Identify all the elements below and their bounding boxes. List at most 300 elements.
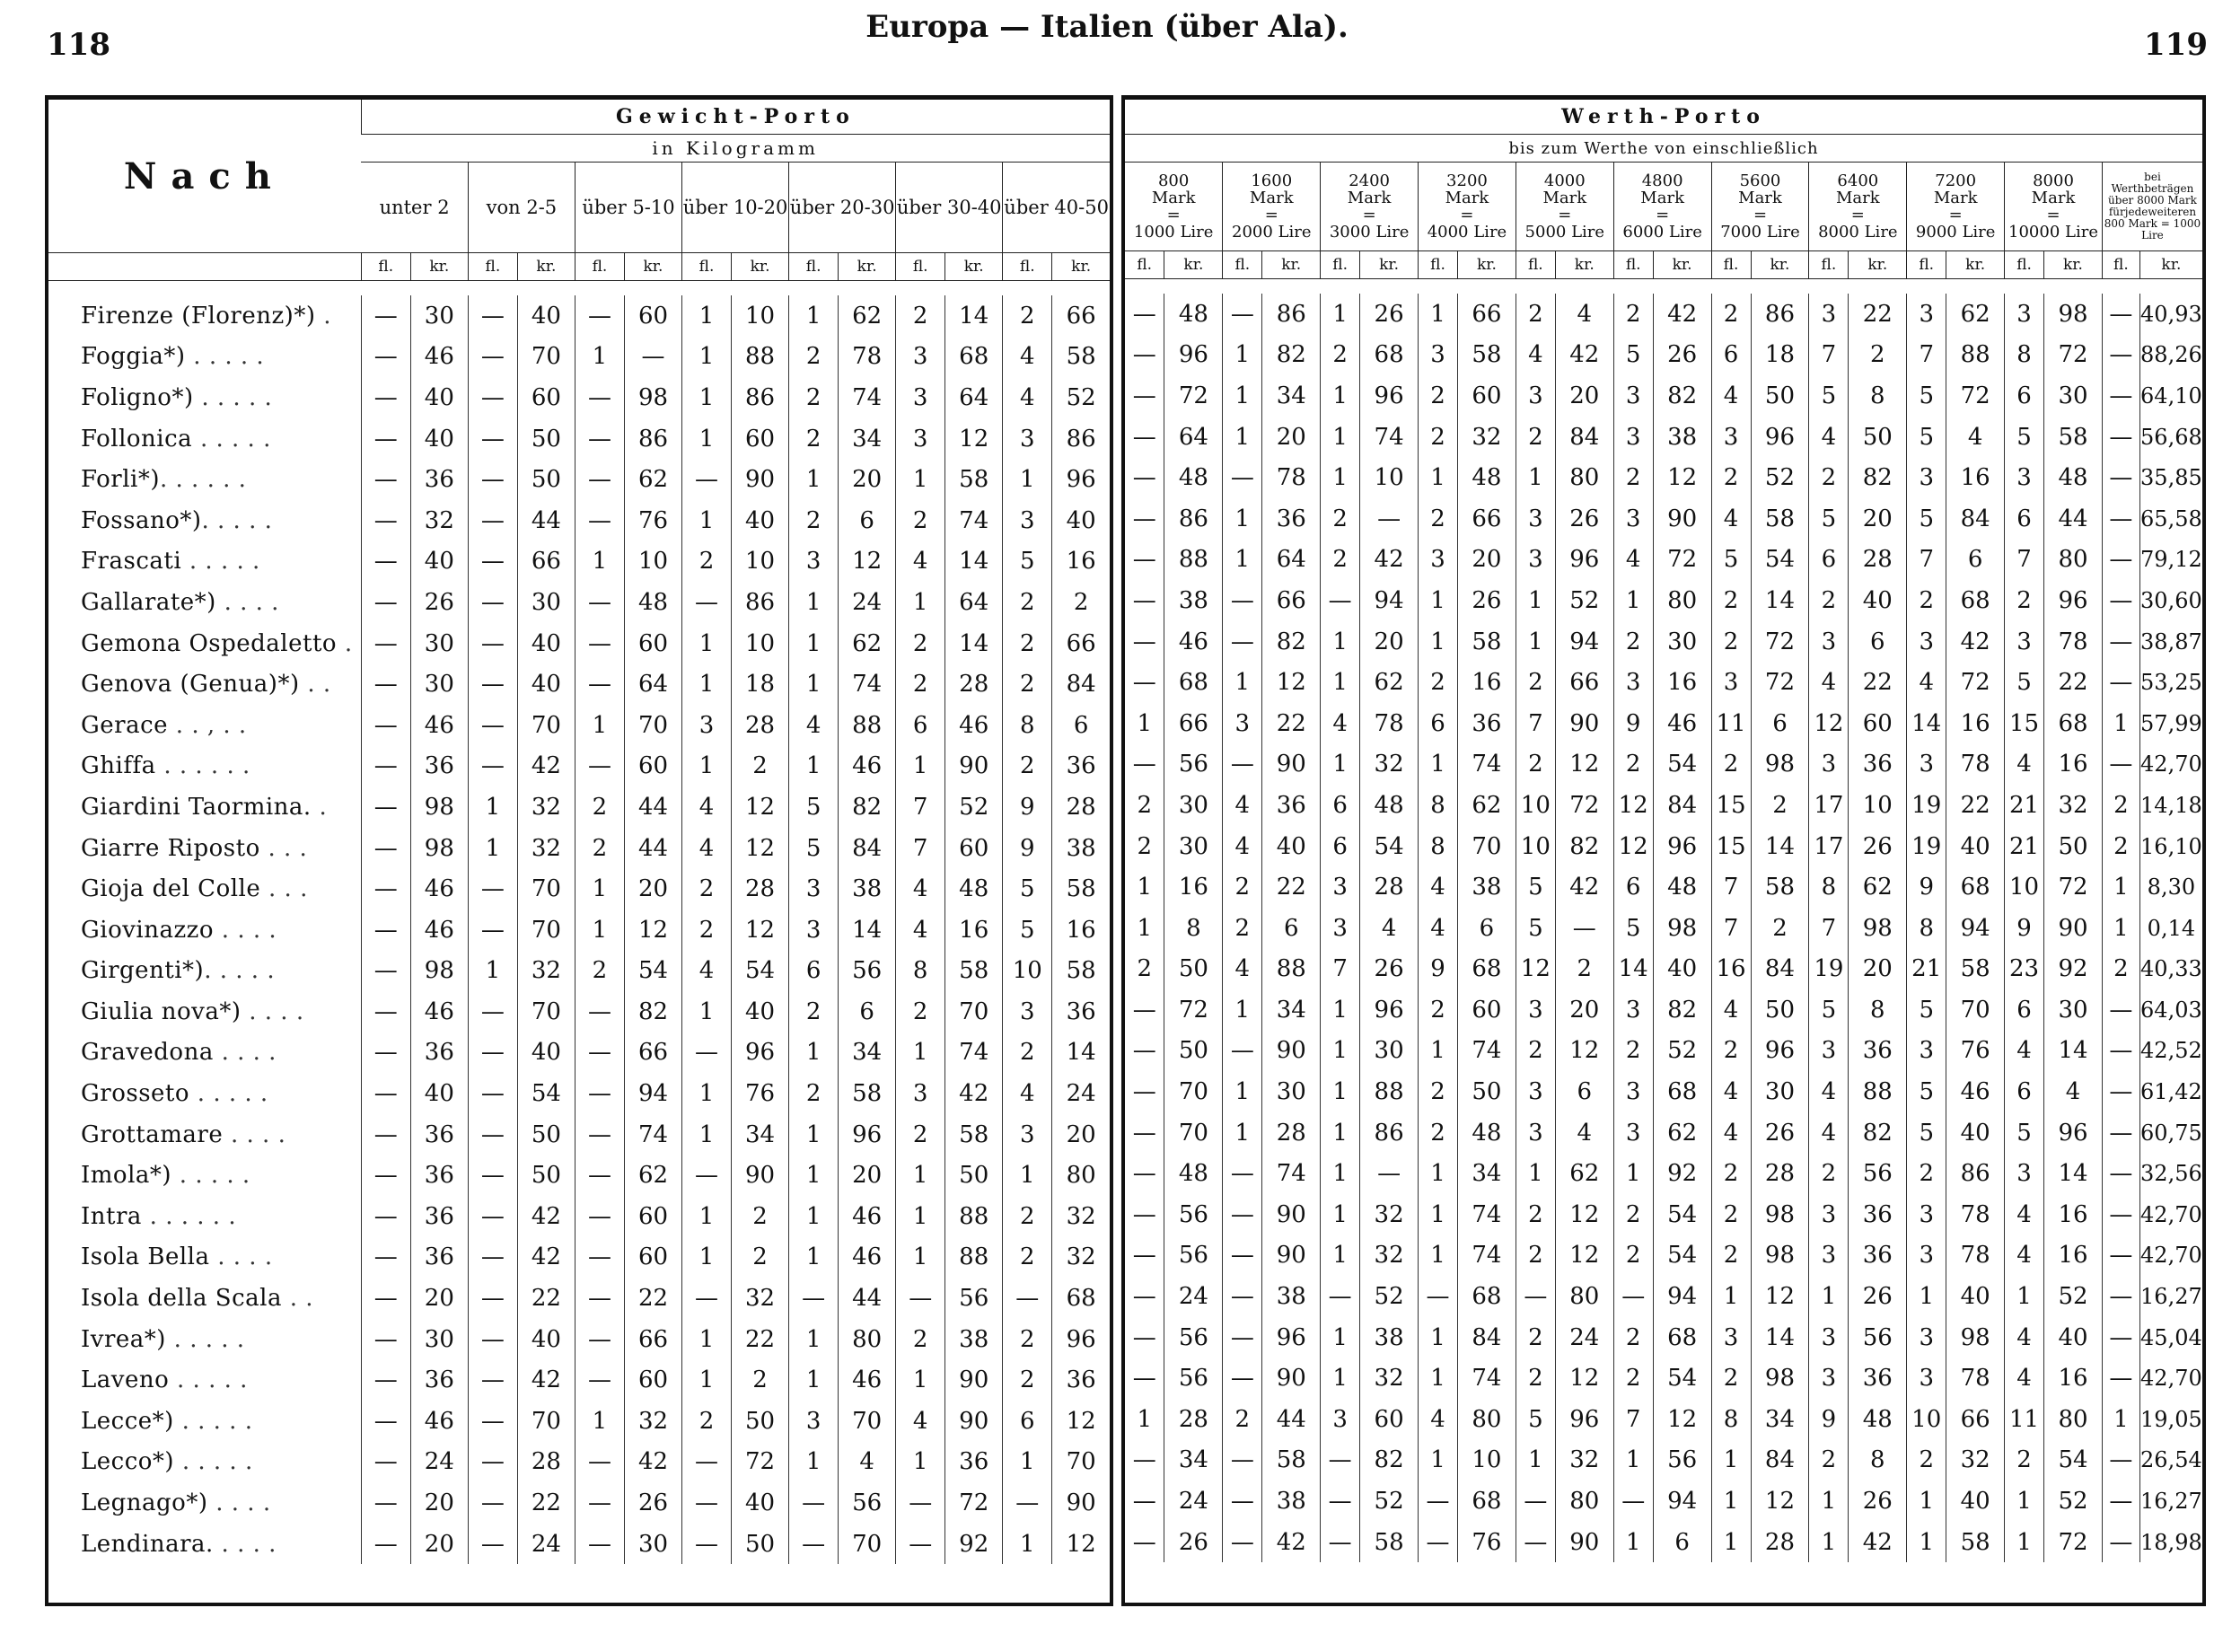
weight-kr-cell: 42 <box>517 1196 575 1237</box>
table-row <box>48 1359 1110 1401</box>
value-kr-cell: 32 <box>1360 744 1419 786</box>
weight-kr-cell: 58 <box>1052 337 1110 378</box>
unit-kr: kr. <box>1555 251 1613 279</box>
value-kr-cell: 58 <box>1946 949 2005 990</box>
value-kr-cell: 34 <box>1262 989 1321 1031</box>
value-fl-cell: 1 <box>1419 744 1458 786</box>
weight-bracket-header: über 40-50 <box>1003 163 1110 253</box>
value-kr-cell: 38,87 <box>2139 621 2202 663</box>
weight-fl-cell: — <box>361 868 410 909</box>
value-fl-cell: 8 <box>1907 908 1946 949</box>
value-kr-cell: 56 <box>1849 1153 1907 1194</box>
value-kr-cell: 14 <box>2044 1031 2103 1072</box>
value-fl-cell: 3 <box>1809 1317 1849 1358</box>
weight-fl-cell: 2 <box>789 991 839 1032</box>
value-kr-cell: 96 <box>1262 1317 1321 1358</box>
value-kr-cell: 86 <box>1751 294 1809 335</box>
value-bracket-mark: 7200 <box>1935 171 1977 190</box>
weight-fl-cell: — <box>575 1319 624 1360</box>
value-kr-cell: 48 <box>1457 1112 1516 1154</box>
place-name: Girgenti*) <box>81 957 205 985</box>
value-kr-cell: 56 <box>1849 1317 1907 1358</box>
weight-fl-cell: 1 <box>896 1237 945 1279</box>
value-fl-cell: 15 <box>1711 785 1751 826</box>
weight-kr-cell: 84 <box>1052 663 1110 705</box>
value-fl-cell: — <box>1132 1323 1156 1351</box>
value-fl-cell: 2 <box>1419 662 1458 703</box>
weight-kr-cell: 70 <box>517 1401 575 1442</box>
value-kr-cell: 82 <box>1262 621 1321 663</box>
value-bracket-mark: 4800 <box>1641 171 1683 190</box>
value-fl-cell: 5 <box>1613 908 1653 949</box>
dot-leaders: . . . . . <box>192 425 271 453</box>
value-fl-cell: 1 <box>1223 498 1262 540</box>
value-fl-cell: 1 <box>2005 1481 2044 1522</box>
value-kr-cell: 68 <box>1946 866 2005 908</box>
weight-kr-cell: 20 <box>410 1482 468 1524</box>
value-kr-cell: 58 <box>1262 1440 1321 1481</box>
weight-fl-cell: — <box>896 1524 945 1565</box>
value-fl-cell: 4 <box>1223 785 1262 826</box>
dot-leaders: . . . . <box>214 916 277 944</box>
value-fl-cell: 5 <box>1907 417 1946 458</box>
place-cell <box>48 1196 361 1237</box>
value-fl-cell: — <box>1132 1160 1156 1188</box>
value-fl-cell: 2 <box>1711 744 1751 786</box>
value-fl-cell: — <box>1321 1276 1360 1317</box>
value-kr-cell: 36 <box>1849 1235 1907 1277</box>
value-kr-cell: 22 <box>1946 785 2005 826</box>
weight-fl-cell: — <box>468 1073 517 1114</box>
value-kr-cell: 90 <box>1555 703 1613 744</box>
weight-kr-cell: 20 <box>839 1155 896 1196</box>
table-row <box>48 663 1110 705</box>
weight-fl-cell: 1 <box>468 951 517 992</box>
table-row <box>1125 1440 2202 1481</box>
value-kr-cell: 94 <box>1946 908 2005 949</box>
value-fl-cell: 1 <box>1223 375 1262 417</box>
value-kr-cell: 88 <box>1946 335 2005 376</box>
place-name: Foligno*) <box>81 383 194 411</box>
weight-fl-cell: — <box>361 991 410 1032</box>
weight-fl-cell: 1 <box>789 1237 839 1279</box>
weight-kr-cell: 12 <box>732 786 789 828</box>
value-fl-cell: — <box>1223 1358 1262 1399</box>
value-kr-cell: 72 <box>2044 1522 2103 1563</box>
weight-kr-cell: 46 <box>839 1196 896 1237</box>
value-postage-title: Werth-Porto <box>1125 100 2202 135</box>
value-kr-cell: 34 <box>1457 1153 1516 1194</box>
value-fl-cell: 4 <box>1907 662 1946 703</box>
place-name: Gemona Ospedaletto <box>81 629 338 657</box>
value-kr-cell: 82 <box>1849 457 1907 498</box>
value-kr-cell: 8 <box>1849 989 1907 1031</box>
weight-fl-cell: 5 <box>789 828 839 869</box>
weight-fl-cell: — <box>361 1032 410 1074</box>
value-fl-cell: 2 <box>1516 417 1555 458</box>
value-bracket-unit: Mark <box>1151 189 1196 207</box>
weight-fl-cell: — <box>575 1278 624 1319</box>
value-kr-cell: 42 <box>1360 540 1419 581</box>
weight-kr-cell: 6 <box>839 500 896 541</box>
value-fl-cell: 6 <box>1419 703 1458 744</box>
value-kr-cell: 16 <box>1457 662 1516 703</box>
dot-leaders: . . . . . <box>185 343 265 371</box>
value-kr-cell: 64 <box>1164 417 1223 458</box>
weight-kr-cell: 42 <box>517 1359 575 1401</box>
value-kr-cell: 30 <box>1164 785 1223 826</box>
weight-fl-cell: 3 <box>1003 418 1052 460</box>
value-fl-cell: 2 <box>2102 785 2139 826</box>
weight-fl-cell: — <box>682 1524 732 1565</box>
place-name: Firenze (Florenz)*) <box>81 302 316 330</box>
weight-fl-cell: — <box>468 705 517 746</box>
value-fl-cell: 1 <box>1137 709 1152 737</box>
weight-kr-cell: 48 <box>945 868 1003 909</box>
weight-bracket-header: über 30-40 <box>896 163 1003 253</box>
value-kr-cell: 80 <box>2044 1399 2103 1440</box>
value-kr-cell: 16 <box>1653 662 1711 703</box>
weight-kr-cell: 96 <box>839 1114 896 1156</box>
value-kr-cell: 50 <box>1751 989 1809 1031</box>
weight-fl-cell: — <box>789 1482 839 1524</box>
table-row <box>48 418 1110 460</box>
value-fl-cell: — <box>1132 546 1156 574</box>
value-fl-cell: — <box>1419 1276 1458 1317</box>
value-fl-cell: 6 <box>1613 866 1653 908</box>
value-fl-cell: 1 <box>1321 744 1360 786</box>
value-kr-cell: 12 <box>1555 1194 1613 1235</box>
unit-spacer <box>48 253 361 281</box>
weight-fl-cell: 1 <box>575 868 624 909</box>
weight-kr-cell: 74 <box>624 1114 681 1156</box>
weight-kr-cell: — <box>624 337 681 378</box>
table-row <box>1125 375 2202 417</box>
weight-kr-cell: 34 <box>839 1032 896 1074</box>
value-kr-cell: 72 <box>2044 866 2103 908</box>
value-kr-cell: 2 <box>1751 908 1809 949</box>
value-fl-cell: 3 <box>1809 1194 1849 1235</box>
weight-fl-cell: — <box>361 1319 410 1360</box>
weight-kr-cell: 46 <box>839 1359 896 1401</box>
dot-leaders: . . . . . <box>169 1366 248 1394</box>
value-kr-cell: 80 <box>1555 1276 1613 1317</box>
unit-kr: kr. <box>839 253 896 281</box>
weight-fl-cell: — <box>682 582 732 623</box>
value-fl-cell: 2 <box>1419 417 1458 458</box>
value-fl-cell: 3 <box>1516 498 1555 540</box>
value-kr-cell: 58 <box>1457 335 1516 376</box>
weight-fl-cell: — <box>575 1524 624 1565</box>
value-kr-cell: 26 <box>1360 294 1419 335</box>
value-kr-cell: 26 <box>1653 335 1711 376</box>
value-bracket-header <box>1809 163 1907 251</box>
value-fl-cell: 3 <box>1321 1399 1360 1440</box>
value-kr-cell: 72 <box>1653 540 1711 581</box>
value-fl-cell: 3 <box>1419 335 1458 376</box>
value-kr-cell: 46 <box>1164 621 1223 663</box>
value-kr-cell: 32 <box>1555 1440 1613 1481</box>
value-kr-cell: 90 <box>1262 1358 1321 1399</box>
weight-fl-cell: 4 <box>896 1401 945 1442</box>
value-kr-cell: 38 <box>1360 1317 1419 1358</box>
weight-fl-cell: — <box>468 337 517 378</box>
table-row <box>48 1032 1110 1074</box>
value-fl-cell: — <box>2102 540 2139 581</box>
weight-fl-cell: — <box>361 377 410 418</box>
value-fl-cell: 4 <box>2005 1358 2044 1399</box>
weight-fl-cell: — <box>575 500 624 541</box>
weight-kr-cell: 60 <box>624 1237 681 1279</box>
unit-fl: fl. <box>1223 251 1262 279</box>
table-row <box>48 1442 1110 1483</box>
weight-kr-cell: 36 <box>410 1155 468 1196</box>
value-bracket-header <box>1419 163 1516 251</box>
value-kr-cell: 54 <box>1751 540 1809 581</box>
value-kr-cell: 48 <box>1360 785 1419 826</box>
weight-fl-cell: — <box>575 1073 624 1114</box>
value-kr-cell: 88 <box>1849 1071 1907 1112</box>
weight-fl-cell: 1 <box>789 1155 839 1196</box>
weight-kr-cell: 36 <box>945 1442 1003 1483</box>
value-fl-cell: 9 <box>1907 866 1946 908</box>
value-bracket-eq: = <box>2046 206 2060 224</box>
value-kr-cell: 40 <box>1946 826 2005 867</box>
value-fl-cell: 6 <box>2005 989 2044 1031</box>
weight-kr-cell: 34 <box>839 418 896 460</box>
weight-kr-cell: 26 <box>410 582 468 623</box>
weight-fl-cell: 2 <box>575 951 624 992</box>
value-fl-cell: 1 <box>1321 375 1360 417</box>
value-fl-cell: 3 <box>1613 417 1653 458</box>
weight-kr-cell: 74 <box>945 1032 1003 1074</box>
value-kr-cell: 74 <box>1457 1031 1516 1072</box>
value-kr-cell: 82 <box>1653 989 1711 1031</box>
weight-fl-cell: 1 <box>682 663 732 705</box>
weight-kr-cell: 32 <box>517 786 575 828</box>
weight-kr-cell: 60 <box>624 295 681 337</box>
weight-fl-cell: 2 <box>896 295 945 337</box>
table-row <box>48 1524 1110 1565</box>
weight-fl-cell: 1 <box>682 746 732 787</box>
value-fl-cell: 12 <box>1809 703 1849 744</box>
value-fl-cell: 1 <box>1613 1522 1653 1563</box>
weight-fl-cell: 1 <box>896 1442 945 1483</box>
value-kr-cell: 94 <box>1653 1276 1711 1317</box>
weight-fl-cell: 1 <box>789 746 839 787</box>
value-fl-cell: 3 <box>2005 1153 2044 1194</box>
unit-fl: fl. <box>789 253 839 281</box>
value-fl-cell: 3 <box>1907 457 1946 498</box>
weight-kr-cell: 40 <box>517 1319 575 1360</box>
weight-fl-cell: — <box>575 623 624 664</box>
weight-fl-cell: — <box>575 1359 624 1401</box>
weight-kr-cell: 10 <box>732 623 789 664</box>
value-kr-cell: 45,04 <box>2139 1317 2202 1358</box>
value-bracket-mark: 5600 <box>1739 171 1781 190</box>
weight-fl-cell: 1 <box>1003 1155 1052 1196</box>
value-kr-cell: 14,18 <box>2139 785 2202 826</box>
weight-fl-cell: 1 <box>896 746 945 787</box>
value-fl-cell: — <box>1516 1276 1555 1317</box>
weight-fl-cell: 3 <box>1003 991 1052 1032</box>
weight-kr-cell: 64 <box>945 377 1003 418</box>
value-fl-cell: 1 <box>1613 1153 1653 1194</box>
weight-fl-cell: 7 <box>896 786 945 828</box>
table-row <box>1125 662 2202 703</box>
page-title: Europa — Italien (über Ala). <box>865 9 1349 45</box>
value-kr-cell: 42,70 <box>2139 1235 2202 1277</box>
weight-kr-cell: 36 <box>410 1196 468 1237</box>
weight-fl-cell: 4 <box>1003 337 1052 378</box>
value-kr-cell: 40 <box>1946 1276 2005 1317</box>
unit-kr: kr. <box>945 253 1003 281</box>
weight-kr-cell: 24 <box>1052 1073 1110 1114</box>
weight-fl-cell: 3 <box>896 337 945 378</box>
weight-kr-cell: 60 <box>624 623 681 664</box>
value-kr-cell: — <box>1360 1153 1419 1194</box>
value-bracket-unit: Mark <box>1249 189 1294 207</box>
unit-fl: fl. <box>468 253 517 281</box>
value-fl-cell: — <box>2102 989 2139 1031</box>
place-cell <box>48 868 361 909</box>
value-fl-cell: — <box>1223 457 1262 498</box>
value-fl-cell: 2 <box>2102 949 2139 990</box>
weight-fl-cell: 4 <box>682 786 732 828</box>
value-kr-cell: 66 <box>1457 294 1516 335</box>
dot-leaders: . . . . . <box>201 506 273 534</box>
value-kr-cell: 62 <box>1849 866 1907 908</box>
value-kr-cell: 54 <box>1653 1235 1711 1277</box>
weight-fl-cell: — <box>468 418 517 460</box>
weight-kr-cell: 22 <box>517 1482 575 1524</box>
table-row <box>1125 989 2202 1031</box>
weight-kr-cell: 60 <box>624 746 681 787</box>
value-kr-cell: 62 <box>1457 785 1516 826</box>
weight-fl-cell: 2 <box>896 991 945 1032</box>
table-row <box>1125 621 2202 663</box>
value-fl-cell: — <box>1132 1119 1156 1147</box>
value-fl-cell: 17 <box>1809 785 1849 826</box>
weight-fl-cell: 1 <box>468 786 517 828</box>
weight-kr-cell: 12 <box>624 909 681 951</box>
dot-leaders: . . . . <box>207 1489 271 1517</box>
value-fl-cell: 1 <box>1516 1153 1555 1194</box>
value-fl-cell: 3 <box>1809 621 1849 663</box>
weight-kr-cell: 54 <box>517 1073 575 1114</box>
weight-fl-cell: — <box>361 1155 410 1196</box>
place-cell <box>48 541 361 583</box>
value-bracket-mark: 4000 <box>1543 171 1586 190</box>
value-fl-cell: 2 <box>1516 1031 1555 1072</box>
value-fl-cell: 2 <box>1516 1317 1555 1358</box>
value-kr-cell: 90 <box>1262 1194 1321 1235</box>
value-kr-cell: 28 <box>1751 1522 1809 1563</box>
value-kr-cell: 80 <box>1457 1399 1516 1440</box>
weight-kr-cell: 52 <box>945 786 1003 828</box>
value-kr-cell: 52 <box>1653 1031 1711 1072</box>
weight-kr-cell: 14 <box>945 623 1003 664</box>
value-fl-cell: 2 <box>1613 1194 1653 1235</box>
value-kr-cell: 32 <box>1360 1194 1419 1235</box>
value-fl-cell: 5 <box>1907 989 1946 1031</box>
weight-fl-cell: 1 <box>682 377 732 418</box>
value-kr-cell: 54 <box>2044 1440 2103 1481</box>
weight-fl-cell: 2 <box>1003 1319 1052 1360</box>
value-bracket-mark: 8000 <box>2033 171 2074 190</box>
value-kr-cell: 32 <box>1457 417 1516 458</box>
weight-fl-cell: 1 <box>682 1237 732 1279</box>
value-fl-cell: 9 <box>1809 1399 1849 1440</box>
weight-fl-cell: — <box>361 500 410 541</box>
weight-fl-cell: 4 <box>1003 1073 1052 1114</box>
dot-leaders: . . . . . <box>189 1080 268 1108</box>
value-fl-cell: — <box>2102 1276 2139 1317</box>
weight-fl-cell: — <box>468 1359 517 1401</box>
weight-bracket-header: unter 2 <box>361 163 468 253</box>
value-fl-cell: 23 <box>2005 949 2044 990</box>
value-kr-cell: 16 <box>2044 744 2103 786</box>
weight-fl-cell: 10 <box>1003 951 1052 992</box>
table-row <box>48 1319 1110 1360</box>
value-fl-cell: 21 <box>2005 785 2044 826</box>
weight-kr-cell: 74 <box>839 663 896 705</box>
weight-fl-cell: 1 <box>789 1319 839 1360</box>
weight-fl-cell: 4 <box>896 868 945 909</box>
table-row <box>48 786 1110 828</box>
value-kr-cell: 38 <box>1653 417 1711 458</box>
place-cell <box>48 1155 361 1196</box>
unit-fl: fl. <box>1419 251 1458 279</box>
value-kr-cell: 74 <box>1457 1358 1516 1399</box>
value-fl-cell: 2 <box>1711 1153 1751 1194</box>
weight-kr-cell: 36 <box>1052 1359 1110 1401</box>
value-kr-cell: 52 <box>2044 1481 2103 1522</box>
weight-fl-cell: 8 <box>1003 705 1052 746</box>
weight-fl-cell: — <box>361 1114 410 1156</box>
place-name: Intra <box>81 1202 142 1230</box>
dot-leaders: . . <box>299 671 331 699</box>
value-fl-cell: 3 <box>1809 1358 1849 1399</box>
weight-kr-cell: 46 <box>410 991 468 1032</box>
weight-kr-cell: 16 <box>1052 541 1110 583</box>
weight-kr-cell: 36 <box>410 1359 468 1401</box>
value-kr-cell: 16,10 <box>2139 826 2202 867</box>
value-kr-cell: 68 <box>1457 1276 1516 1317</box>
value-kr-cell: 86 <box>1164 498 1223 540</box>
dot-leaders: . . . . . . <box>159 466 247 494</box>
weight-kr-cell: 46 <box>410 1401 468 1442</box>
value-kr-cell: 20 <box>1262 417 1321 458</box>
weight-kr-cell: 60 <box>624 1196 681 1237</box>
value-fl-cell: 2 <box>1809 1440 1849 1481</box>
value-bracket-eq: = <box>1362 206 1376 224</box>
weight-kr-cell: 70 <box>517 909 575 951</box>
value-kr-cell: 48 <box>2044 457 2103 498</box>
value-fl-cell: 2 <box>1223 1399 1262 1440</box>
value-fl-cell: 2 <box>1907 580 1946 621</box>
value-fl-cell: 4 <box>1711 375 1751 417</box>
value-kr-cell: 42 <box>1653 294 1711 335</box>
value-fl-cell: 5 <box>2005 662 2044 703</box>
value-fl-cell: 1 <box>1711 1481 1751 1522</box>
value-kr-cell: 50 <box>1457 1071 1516 1112</box>
value-kr-cell: 98 <box>1946 1317 2005 1358</box>
value-kr-cell: 42,52 <box>2139 1031 2202 1072</box>
weight-kr-cell: 56 <box>945 1278 1003 1319</box>
weight-fl-cell: — <box>361 1524 410 1565</box>
weight-kr-cell: 60 <box>732 418 789 460</box>
